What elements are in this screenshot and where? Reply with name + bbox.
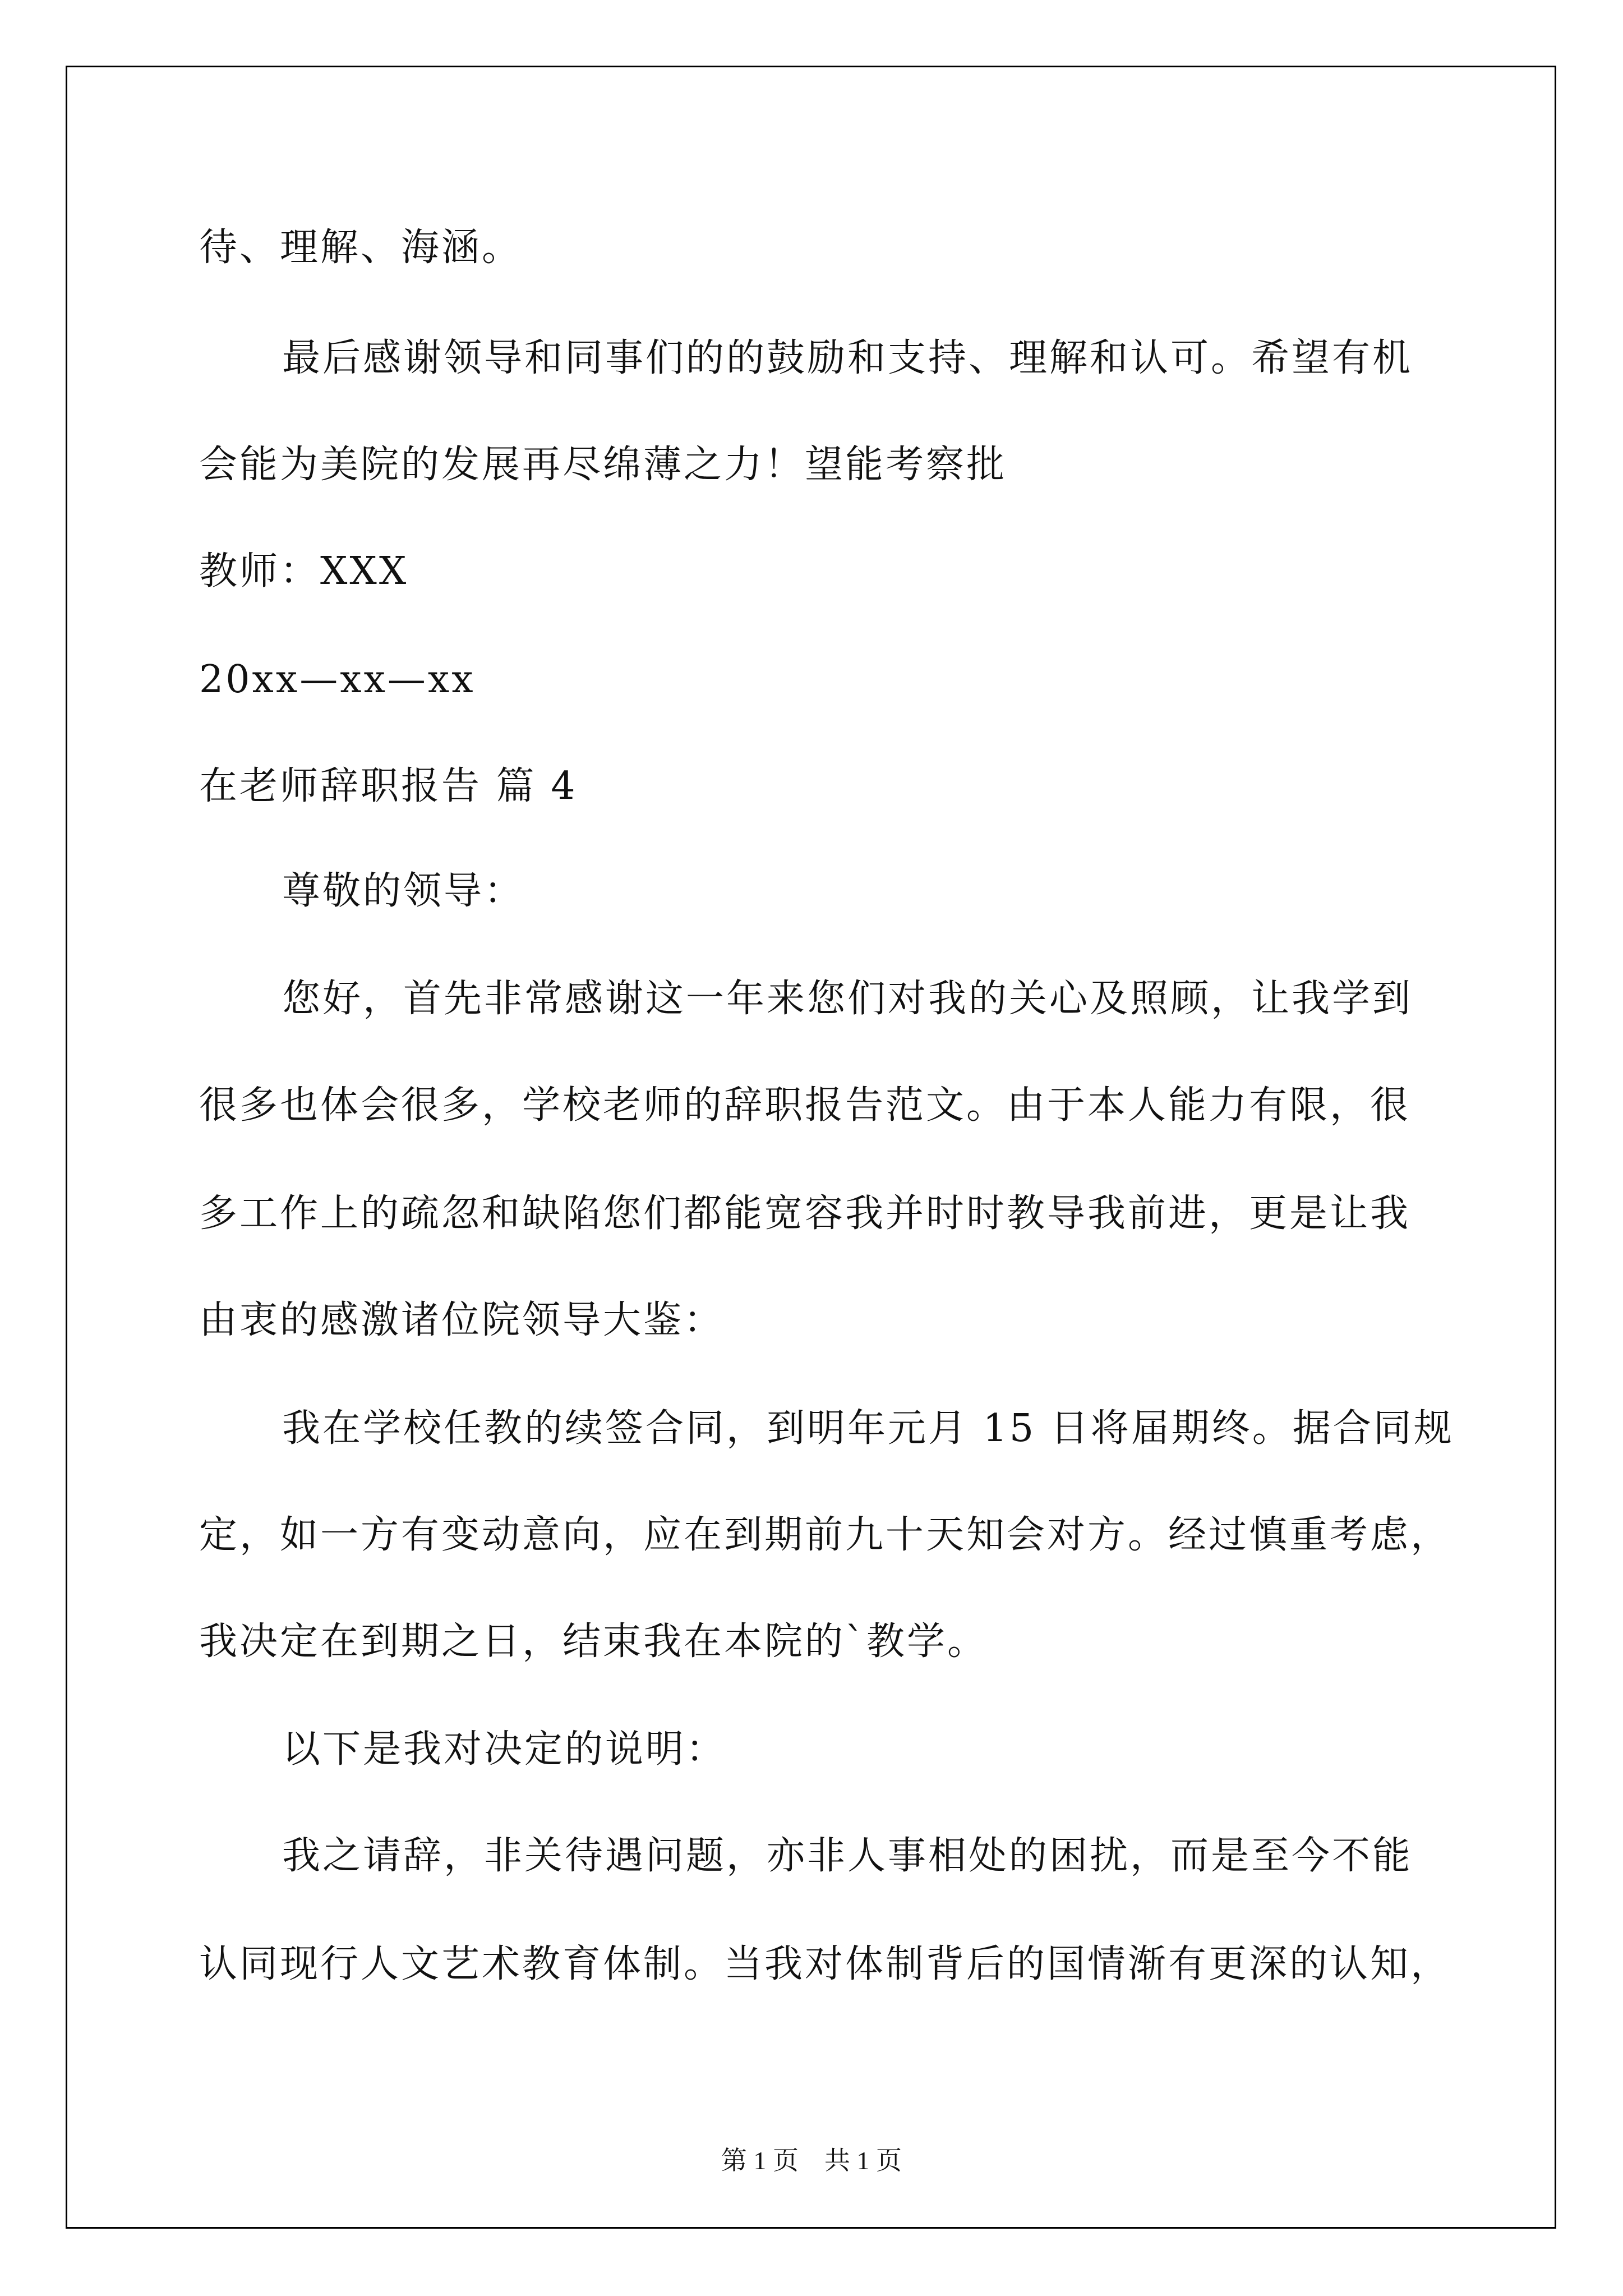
text-line: 由衷的感激诸位院领导大鉴： (199, 1298, 725, 1342)
text-line: 以下是我对决定的说明： (282, 1727, 727, 1772)
text-line: 教师：XXX (199, 549, 409, 593)
text-line: 定，如一方有变动意向，应在到期前九十天知会对方。经过慎重考虑， (199, 1513, 1451, 1557)
text-line: 您好，首先非常感谢这一年来您们对我的关心及照顾，让我学到 (282, 977, 1413, 1021)
page-border (66, 66, 1556, 2229)
text-line: 多工作上的疏忽和缺陷您们都能宽容我并时时教导我前进，更是让我 (199, 1191, 1411, 1236)
text-line: 我决定在到期之日，结束我在本院的`教学。 (199, 1619, 988, 1664)
text-line: 最后感谢领导和同事们的的鼓励和支持、理解和认可。希望有机 (282, 336, 1413, 380)
text-line: 我在学校任教的续签合同，到明年元月 15 日将届期终。据合同规 (282, 1406, 1454, 1451)
text-line: 待、理解、海涵。 (199, 226, 523, 270)
text-line: 会能为美院的发展再尽绵薄之力！望能考察批 (199, 443, 1007, 487)
salutation: 尊敬的领导： (282, 869, 525, 913)
page-footer: 第 1 页 共 1 页 (721, 2146, 902, 2175)
text-line: 我之请辞，非关待遇问题，亦非人事相处的困扰，而是至今不能 (282, 1834, 1413, 1878)
text-line: 20xx—xx—xx (199, 657, 476, 702)
section-heading: 在老师辞职报告 篇 4 (199, 764, 578, 808)
text-line: 很多也体会很多，学校老师的辞职报告范文。由于本人能力有限，很 (199, 1083, 1411, 1128)
text-line: 认同现行人文艺术教育体制。当我对体制背后的国情渐有更深的认知， (199, 1942, 1451, 1986)
